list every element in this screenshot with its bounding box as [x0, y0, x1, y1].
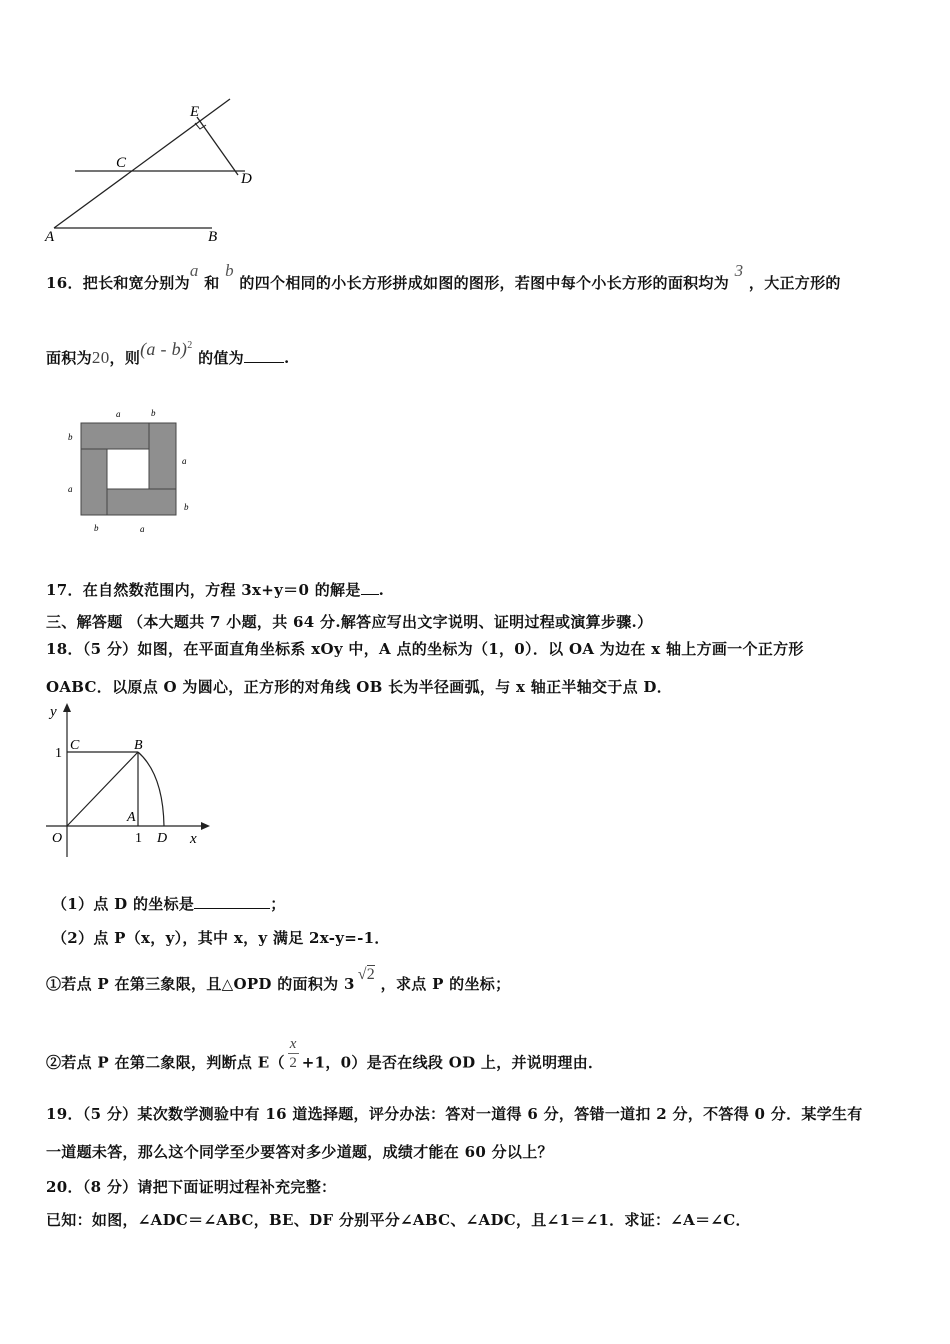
q18-sqrt-radicand: 2 — [366, 966, 376, 983]
q16-text-5: ，则 — [109, 349, 141, 367]
q18-sub4-text-1: ②若点 P 在第二象限，判断点 E（ — [46, 1053, 285, 1072]
q18-fraction-denominator: 2 — [289, 1055, 298, 1071]
q16-expression — [140, 339, 192, 359]
q16-text-4: 面积为 — [46, 349, 92, 367]
q16-var-b: b — [225, 261, 234, 280]
q16-text-1: 把长和宽分别为 — [82, 274, 190, 292]
fig18-label-A: A — [127, 810, 136, 825]
fig16-label-b-left: b — [68, 432, 73, 442]
q18-sub2: （2）点 P（x，y），其中 x，y 满足 2x-y=-1． — [52, 929, 390, 947]
fig16-label-a-left: a — [68, 484, 73, 494]
fig18-label-x: x — [190, 831, 197, 847]
q18-sub1 — [52, 893, 286, 914]
q16-expr-exponent: 2 — [187, 340, 193, 351]
q17-line — [46, 579, 384, 600]
q18-fraction-numerator: x — [289, 1036, 297, 1052]
q16-number: 16． — [46, 274, 83, 292]
q18-sub3 — [46, 966, 511, 994]
q17-text: 17．在自然数范围内，方程 3x+y＝0 的解是 — [46, 581, 361, 599]
fig18-label-C: C — [70, 738, 80, 753]
fig16-label-b-bottom: b — [94, 523, 99, 533]
fig18-label-O: O — [52, 831, 63, 846]
label-B: B — [208, 229, 218, 245]
label-A: A — [45, 229, 55, 245]
q16-text-6: 的值为 — [198, 349, 244, 367]
figure-rectangles-square — [60, 402, 200, 537]
q17-answer-blank[interactable] — [361, 594, 379, 595]
fig18-tick-1-x: 1 — [135, 831, 142, 846]
q18-sub1-end: ； — [270, 895, 286, 913]
q20-line1: 20．（8 分）请把下面证明过程补充完整： — [46, 1178, 337, 1196]
q16-line1 — [46, 261, 841, 293]
q16-area-value: 3 — [734, 261, 744, 280]
fig16-label-a-bottom: a — [140, 524, 145, 534]
label-E: E — [190, 104, 200, 120]
q18-fraction — [288, 1035, 299, 1072]
q19-line2: 一道题未答，那么这个同学至少要答对多少道题，成绩才能在 60 分以上？ — [46, 1143, 553, 1161]
q16-line2 — [46, 339, 290, 368]
fig18-label-B: B — [134, 738, 143, 753]
q16-var-a: a — [189, 261, 199, 280]
figure-triangle-parallel — [40, 95, 270, 250]
q18-sub4-text-2: +1，0）是否在线段 OD 上，并说明理由． — [301, 1053, 604, 1072]
fig16-label-a-right: a — [182, 456, 187, 466]
q20-line2: 已知：如图，∠ADC＝∠ABC，BE、DF 分别平分∠ABC、∠ADC，且∠1＝∠1．求证：∠A＝∠C． — [46, 1211, 751, 1229]
q18-sub1-text: （1）点 D 的坐标是 — [52, 895, 195, 913]
q16-expr-base: (a - b) — [140, 339, 188, 359]
label-D: D — [241, 171, 252, 187]
fig18-label-D: D — [157, 831, 168, 846]
fig16-label-a-top: a — [116, 409, 121, 419]
q16-text-and: 和 — [204, 274, 220, 292]
section-3-heading: 三、解答题 （本大题共 7 小题，共 64 分.解答应写出文字说明、证明过程或演算步骤.） — [46, 613, 653, 631]
q19-line1: 19．（5 分）某次数学测验中有 16 道选择题，评分办法：答对一道得 6 分，答错一道扣 2 分，不答得 0 分．某学生有 — [46, 1105, 863, 1123]
q18-sub1-blank[interactable] — [194, 908, 270, 909]
fig18-label-y: y — [50, 704, 57, 720]
fig16-label-b-right: b — [184, 502, 189, 512]
q16-text-7: . — [283, 349, 290, 367]
q18-sub4 — [46, 1036, 604, 1082]
label-C: C — [116, 155, 127, 171]
q18-line1: 18．（5 分）如图，在平面直角坐标系 xOy 中，A 点的坐标为（1，0）．以 OA 为边在 x 轴上方画一个正方形 — [46, 640, 804, 658]
fig16-label-b-top: b — [151, 408, 156, 418]
q16-text-2: 的四个相同的小长方形拼成如图的图形，若图中每个小长方形的面积均为 — [239, 274, 730, 292]
q16-text-3: ，大正方形的 — [748, 274, 841, 292]
q18-sub3-text-2: ，求点 P 的坐标； — [380, 975, 511, 993]
q18-sub3-text-1: ①若点 P 在第三象限，且△OPD 的面积为 3 — [46, 975, 355, 993]
q17-text-end: . — [378, 581, 385, 599]
q18-sqrt-2: √2 — [357, 966, 376, 983]
q16-square-area: 20 — [91, 348, 110, 367]
figure-coordinate-square-arc — [40, 700, 220, 860]
q16-answer-blank[interactable] — [244, 362, 284, 363]
q18-line2: OABC．以原点 O 为圆心，正方形的对角线 OB 长为半径画弧，与 x 轴正半轴交于点 D． — [46, 678, 673, 696]
fig18-tick-1-y: 1 — [55, 746, 62, 761]
